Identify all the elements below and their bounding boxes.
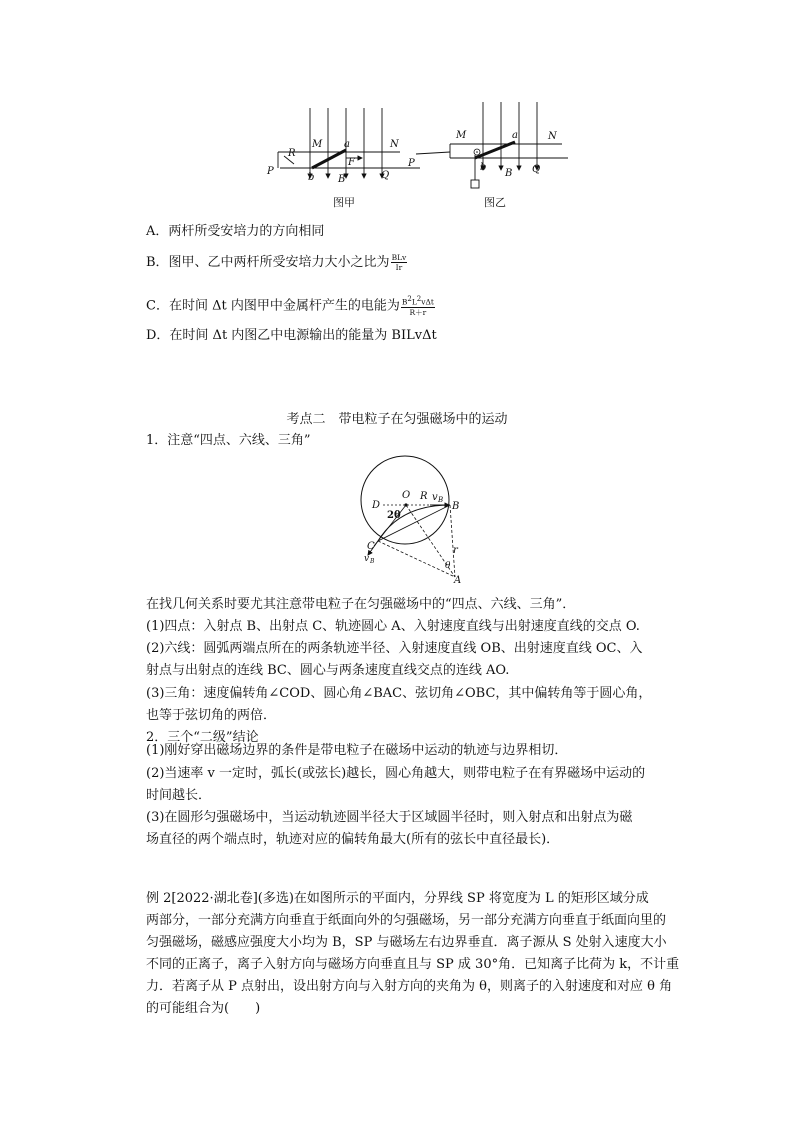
para-three-angles-1: (3)三角：速度偏转角∠COD、圆心角∠BAC、弦切角∠OBC，其中偏转角等于圆心角， [146,686,652,701]
label-B: B [338,174,346,185]
option-c [146,295,435,317]
option-b-numerator: BLv [391,253,407,262]
para-four-points: (1)四点：入射点 B、出射点 C、轨迹圆心 A、入射速度直线与出射速度直线的交点 O. [146,619,640,634]
label-N-2: N [548,131,557,142]
para-six-lines-1: (2)六线：圆弧两端点所在的两条轨迹半径、入射速度直线 OB、出射速度直线 OC、入 [146,641,643,656]
conclusion-3a: (3)在圆形匀强磁场中，当运动轨迹圆半径大于区域圆半径时，则入射点和出射点为磁 [146,810,633,825]
option-c-numerator: $B^2L^2v\Delta t$ [401,295,434,307]
label-M: M [312,139,323,150]
label-B-2: B [505,168,513,179]
option-b-fraction [391,253,408,272]
label-R-circle: R [420,491,428,502]
label-a-2: a [512,130,518,141]
label-F: F [348,157,355,168]
label-D: D [372,500,381,511]
label-C: C [367,541,375,552]
figure-yi [407,102,568,188]
label-P-2: P [408,158,415,169]
para-intro: 在找几何关系时要尤其注意带电粒子在匀强磁场中的“四点、六线、三角”． [146,597,576,612]
option-d: D．在时间 Δt 内图乙中电源输出的能量为 BILvΔt [146,328,437,343]
option-a: A．两杆所受安培力的方向相同 [146,224,325,239]
label-two-theta: 2θ [387,510,401,521]
example-line-1: 例 2[2022·湖北卷](多选)在如图所示的平面内，分界线 SP 将宽度为 L 的矩形区域分成 [146,891,649,906]
label-vB: v [432,492,438,503]
example-line-2: 两部分，一部分充满方向垂直于纸面向外的匀强磁场，另一部分充满方向垂直于纸面向里的 [146,913,667,928]
option-b-text: B．图甲、乙中两杆所受安培力大小之比为 [146,255,390,270]
example-line-5: 力．若离子从 P 点射出，设出射方向与入射方向的夹角为 θ，则离子的入射速度和对应 θ 角 [146,979,673,994]
option-c-denominator: R＋r [409,307,427,317]
example-line-4: 不同的正离子，离子入射方向与磁场方向垂直且与 SP 成 30°角．已知离子比荷为 k，不计重 [146,957,680,972]
label-a: a [344,139,350,150]
label-Q: Q [381,170,390,181]
label-O: O [402,490,411,501]
label-Q-2: Q [532,164,541,175]
section-title: 考点二 带电粒子在匀强磁场中的运动 [286,412,508,427]
rail-figures [250,100,580,215]
label-N: N [390,139,399,150]
para-six-lines-2: 射点与出射点的连线 BC、圆心与两条速度直线交点的连线 AO. [146,663,510,678]
para-three-angles-2: 也等于弦切角的两倍． [146,708,277,723]
conclusion-2b: 时间越长． [146,788,212,803]
item-2-heading: 2．三个“二级”结论 [146,730,259,745]
option-c-text: C．在时间 Δt 内图甲中金属杆产生的电能为 [146,298,400,314]
example-line-6: 的可能组合为( ) [146,1001,261,1016]
label-theta: θ [445,561,451,571]
label-b-2: b [480,162,487,173]
label-b: b [308,172,315,183]
conclusion-1: (1)刚好穿出磁场边界的条件是带电粒子在磁场中运动的轨迹与边界相切． [146,743,568,758]
caption-yi: 图乙 [484,196,506,209]
circle-figure [360,455,475,590]
label-vB-sub: B [438,496,444,504]
label-R: R [288,148,296,159]
example-line-3: 匀强磁场，磁感应强度大小均为 B，SP 与磁场左右边界垂直．离子源从 S 处射入速度大小 [146,935,667,950]
label-vC: v [364,554,370,564]
option-b-denominator: Ir [395,263,403,272]
conclusion-3b: 场直径的两个端点时，轨迹对应的偏转角最大(所有的弦长中直径最长)． [146,832,560,847]
label-r: r [453,545,458,556]
label-vC-sub: B [370,558,375,565]
label-A: A [454,575,462,586]
label-B-circle: B [452,501,460,512]
conclusion-2a: (2)当速率 v 一定时，弧长(或弦长)越长，圆心角越大，则带电粒子在有界磁场中运动的 [146,766,646,781]
option-c-fraction [401,295,435,317]
label-M-2: M [456,130,467,141]
item-1-heading: 1．注意“四点、六线、三角” [146,433,311,448]
figure-jia [266,108,420,185]
caption-jia: 图甲 [333,196,355,209]
option-b [146,252,407,273]
label-P: P [267,166,274,177]
